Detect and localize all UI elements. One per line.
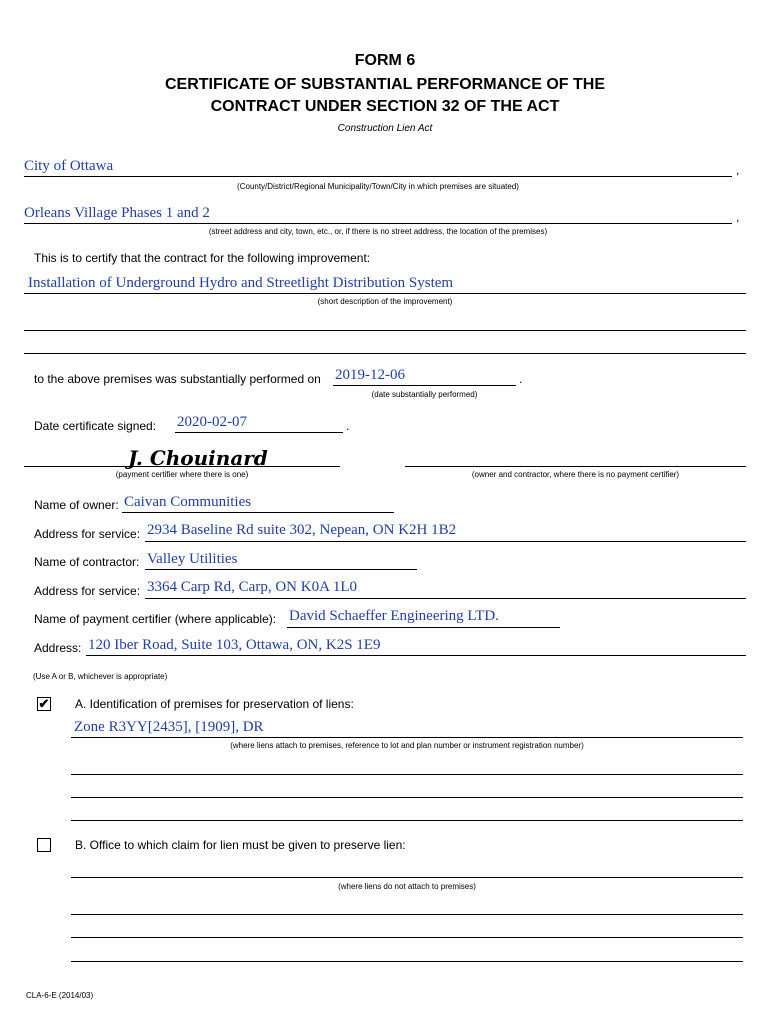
form-title-line2: CONTRACT UNDER SECTION 32 OF THE ACT: [210, 98, 560, 115]
municipality-underline: [24, 176, 732, 177]
street-caption: (street address and city, town, etc., or, if there is no street address, the location of the premises): [208, 227, 548, 236]
option-b-label: B. Office to which claim for lien must be given to preserve lien:: [75, 838, 406, 852]
performed-label: to the above premises was substantially performed on: [34, 372, 321, 386]
option-b-caption: (where liens do not attach to premises): [338, 882, 476, 891]
owner-address-field[interactable]: 2934 Baseline Rd suite 302, Nepean, ON K2H 1B2: [147, 522, 457, 538]
option-a-label: A. Identification of premises for preservation of liens:: [75, 697, 354, 711]
contractor-address-field[interactable]: 3364 Carp Rd, Carp, ON K0A 1L0: [147, 579, 357, 595]
form-code: CLA-6-E (2014/03): [26, 991, 94, 1000]
contractor-field[interactable]: Valley Utilities: [147, 551, 238, 567]
act-name: Construction Lien Act: [337, 123, 433, 134]
owner-address-label: Address for service:: [34, 527, 141, 541]
signed-date-field[interactable]: 2020-02-07: [177, 414, 247, 430]
option-a-checkmark: ✔: [38, 696, 50, 711]
option-a-extra-line-3[interactable]: [71, 820, 743, 821]
option-a-extra-line-2[interactable]: [71, 797, 743, 798]
contractor-label: Name of contractor:: [34, 555, 140, 569]
option-a-caption: (where liens attach to premises, reference to lot and plan number or instrument registration number): [230, 741, 584, 750]
contractor-address-underline: [145, 598, 746, 599]
performed-caption: (date substantially performed): [371, 390, 478, 399]
street-comma: ,: [736, 210, 740, 224]
municipality-field[interactable]: City of Ottawa: [24, 158, 114, 174]
option-b-extra-line-1[interactable]: [71, 914, 743, 915]
signed-date-underline: [175, 432, 343, 433]
owner-field[interactable]: Caivan Communities: [124, 494, 252, 510]
option-b-extra-line-3[interactable]: [71, 961, 743, 962]
municipality-caption: (County/District/Regional Municipality/Town/City in which premises are situated): [237, 182, 519, 191]
municipality-comma: ,: [736, 163, 740, 177]
form-title-line1: CERTIFICATE OF SUBSTANTIAL PERFORMANCE OF THE: [165, 76, 605, 93]
improvement-extra-line-1[interactable]: [24, 330, 746, 331]
performed-date-field[interactable]: 2019-12-06: [335, 367, 405, 383]
improvement-caption: (short description of the improvement): [317, 297, 453, 306]
owner-underline: [122, 512, 394, 513]
street-underline: [24, 223, 732, 224]
improvement-intro: This is to certify that the contract for the following improvement:: [34, 251, 371, 265]
option-b-extra-line-2[interactable]: [71, 937, 743, 938]
option-a-checkbox[interactable]: [37, 697, 51, 711]
owner-label: Name of owner:: [34, 498, 119, 512]
certifier-signature-caption: (payment certifier where there is one): [115, 470, 249, 479]
option-a-extra-line-1[interactable]: [71, 774, 743, 775]
contractor-underline: [145, 569, 417, 570]
option-b-checkbox[interactable]: [37, 838, 51, 852]
option-a-underline: [71, 737, 743, 738]
signed-label: Date certificate signed:: [34, 419, 157, 433]
options-instruction: (Use A or B, whichever is appropriate): [33, 672, 168, 681]
owner-signature-caption: (owner and contractor, where there is no payment certifier): [471, 470, 680, 479]
certifier-underline: [287, 627, 560, 628]
certifier-label: Name of payment certifier (where applicable):: [34, 612, 277, 626]
certifier-address-label: Address:: [34, 641, 82, 655]
owner-address-underline: [145, 541, 746, 542]
performed-period: .: [519, 372, 523, 386]
option-b-underline[interactable]: [71, 877, 743, 878]
form-number: FORM 6: [354, 52, 416, 69]
certifier-signature-line: [24, 466, 340, 467]
certifier-address-underline: [86, 655, 746, 656]
contractor-address-label: Address for service:: [34, 584, 141, 598]
certifier-signature[interactable]: J. Chouinard: [128, 446, 268, 470]
certifier-field[interactable]: David Schaeffer Engineering LTD.: [289, 608, 499, 624]
performed-date-underline: [333, 385, 516, 386]
improvement-underline: [24, 293, 746, 294]
option-a-field[interactable]: Zone R3YY[2435], [1909], DR: [74, 719, 264, 735]
owner-signature-line[interactable]: [405, 466, 746, 467]
street-field[interactable]: Orleans Village Phases 1 and 2: [24, 205, 210, 221]
signed-period: .: [346, 419, 350, 433]
improvement-field[interactable]: Installation of Underground Hydro and Streetlight Distribution System: [28, 275, 454, 291]
improvement-extra-line-2[interactable]: [24, 353, 746, 354]
certifier-address-field[interactable]: 120 Iber Road, Suite 103, Ottawa, ON, K2S 1E9: [88, 637, 381, 653]
